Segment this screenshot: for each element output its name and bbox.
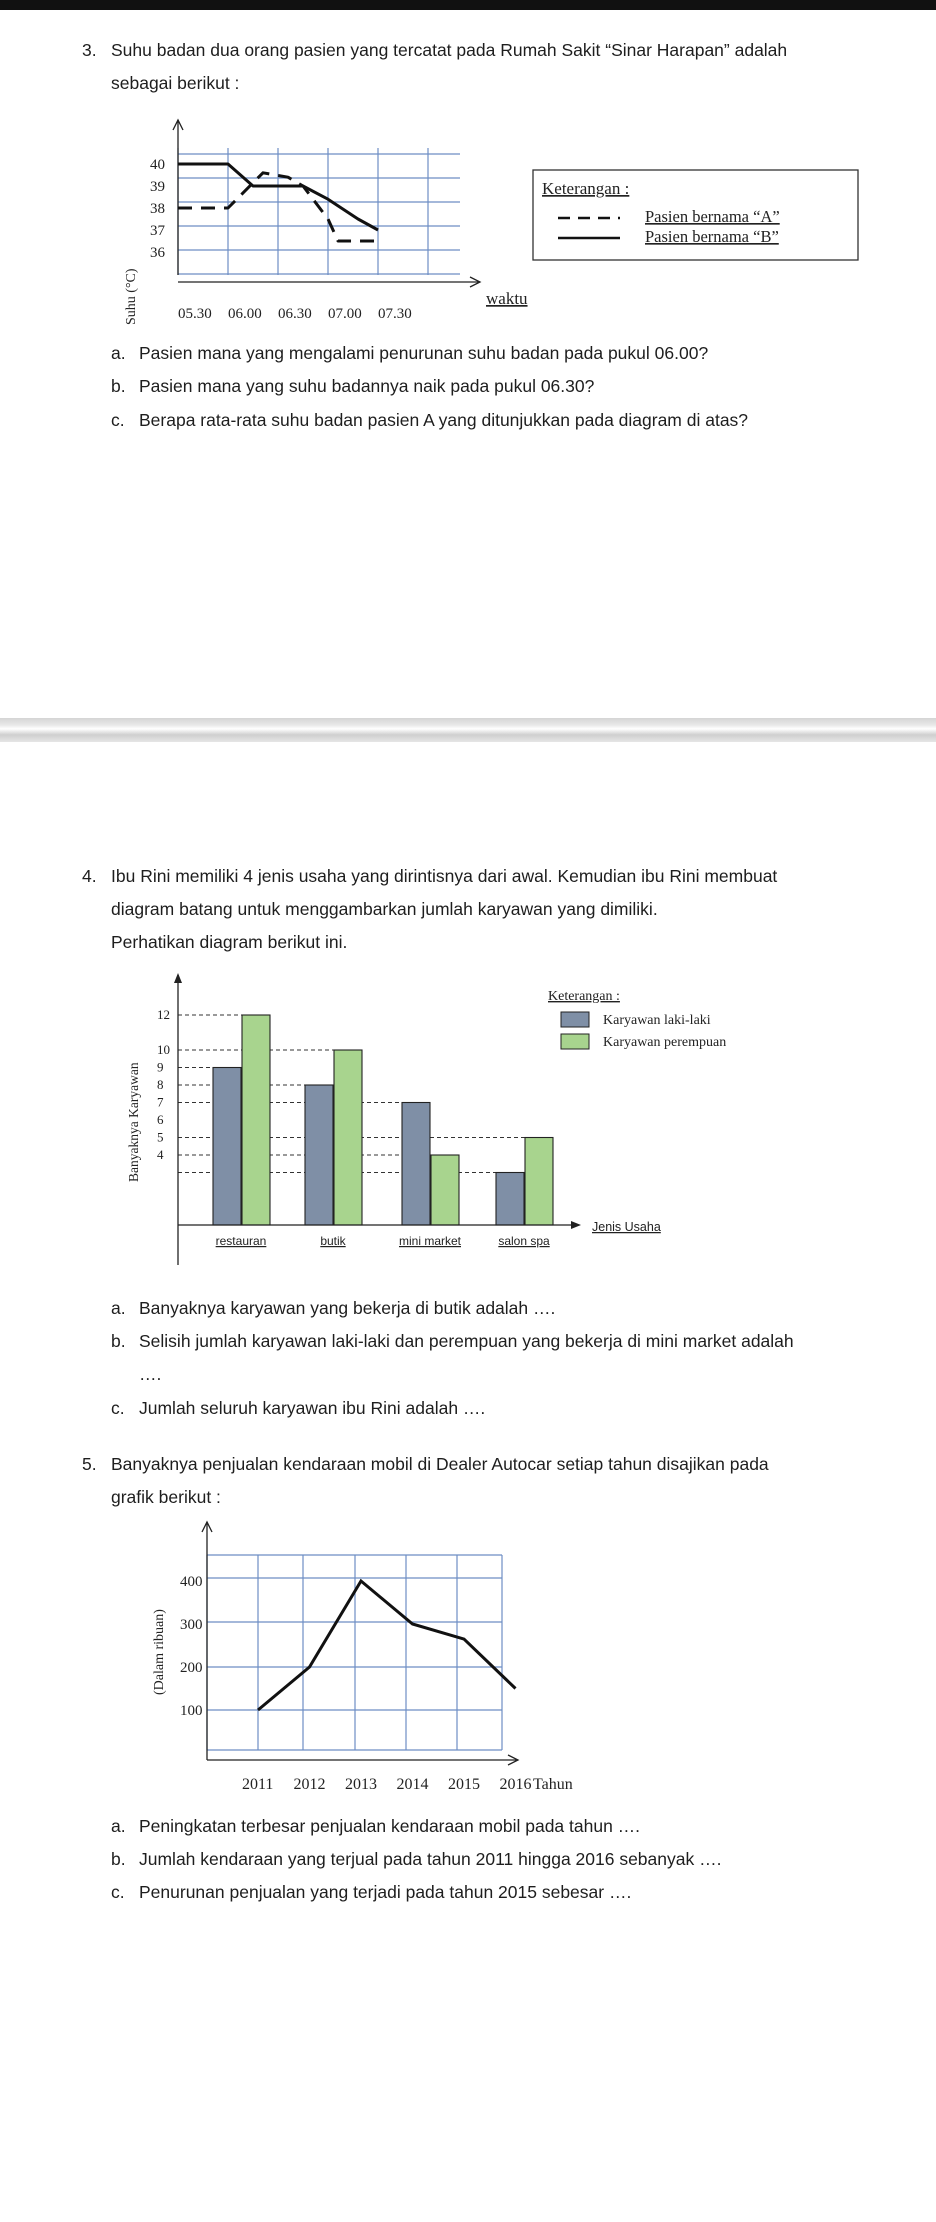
q4-bar-male [213,1068,241,1226]
q4-y-tick-label: 5 [157,1129,164,1145]
q4-y-tick-label: 6 [157,1112,164,1127]
q5-text-line2: grafik berikut : [111,1487,221,1507]
q4-y-tick-label: 9 [157,1059,164,1075]
q3-y-tick-label: 36 [150,245,165,261]
q5-x-tick-label: 2016 [499,1776,532,1793]
q4-legend-title: Keterangan : [548,989,620,1004]
q4-text-line1: Ibu Rini memiliki 4 jenis usaha yang dirintisnya dari awal. Kemudian ibu Rini membuat [111,866,778,886]
q3-y-tick-label: 39 [150,179,165,195]
q4-bar-male [305,1085,333,1225]
q3-x-tick-label: 06.00 [228,306,262,322]
q5-x-tick-label: 2012 [293,1776,326,1793]
q3-question [82,34,882,100]
q5-y-tick-label: 100 [180,1703,203,1719]
q4-legend [548,989,726,1050]
q5-number: 5. [82,1454,97,1474]
q3-text-line2: sebagai berikut : [111,73,240,93]
q4-y-axis-label: Banyaknya Karyawan [126,1062,141,1182]
q4-sub-b: b. Selisih jumlah karyawan laki-laki dan perempuan yang bekerja di mini market adalah [111,1331,794,1351]
q3-sub-c: c. Berapa rata-rata suhu badan pasien A yang ditunjukkan pada diagram di atas? [111,410,749,430]
q5-sub-c: c. Penurunan penjualan yang terjadi pada tahun 2015 sebesar …. [111,1882,632,1902]
q4-category-label: salon spa [498,1234,550,1248]
q3-legend-label-a: Pasien bernama “A” [645,207,780,226]
q4-bar-female [525,1138,553,1226]
top-dark-bar [0,0,936,10]
q4-text-line2: diagram batang untuk menggambarkan jumlah karyawan yang dimiliki. [111,899,658,919]
q3-x-tick-label: 05.30 [178,306,212,322]
q4-number: 4. [82,866,97,886]
q4-category-label: butik [320,1234,346,1248]
q4-sub-a: a. Banyaknya karyawan yang bekerja di butik adalah …. [111,1298,556,1318]
q4-chart [0,965,936,1265]
q4-text-line3: Perhatikan diagram berikut ini. [111,932,348,952]
q3-legend [533,170,858,260]
q4-sub-b-cont: …. [139,1364,162,1384]
q3-legend-label-b: Pasien bernama “B” [645,227,779,246]
q5-series [258,1581,516,1710]
q5-y-tick-label: 200 [180,1660,203,1676]
q3-text-line1: Suhu badan dua orang pasien yang tercatat pada Rumah Sakit “Sinar Harapan” adalah [111,40,788,60]
q5-y-tick-label: 300 [180,1617,203,1633]
q5-x-tick-label: 2011 [242,1776,274,1793]
q3-number: 3. [82,40,97,60]
q4-y-tick-label: 4 [157,1147,164,1162]
q4-y-tick-label: 10 [157,1042,170,1057]
q4-bar-female [431,1155,459,1225]
q4-y-tick-label: 8 [157,1077,164,1092]
q3-y-tick-label: 38 [150,201,165,217]
q3-x-tick-label: 06.30 [278,306,312,322]
q4-y-tick-label: 12 [157,1007,170,1022]
q4-y-tick-label: 7 [157,1094,164,1110]
q5-series-line [258,1581,516,1710]
q5-question [82,1448,902,1514]
q4-legend-label-female: Karyawan perempuan [603,1035,727,1050]
q5-x-axis-label: Tahun [533,1776,573,1793]
q3-grid [178,148,460,275]
q3-x-axis-label: waktu [486,289,528,308]
q5-sub-b: b. Jumlah kendaraan yang terjual pada tahun 2011 hingga 2016 sebanyak …. [111,1849,722,1869]
q4-bar-female [334,1050,362,1225]
q5-x-tick-label: 2014 [396,1776,429,1793]
q4-sub-c: c. Jumlah seluruh karyawan ibu Rini adalah …. [111,1398,486,1418]
q5-y-axis-label: (Dalam ribuan) [152,1609,167,1695]
q5-sub-a: a. Peningkatan terbesar penjualan kendaraan mobil pada tahun …. [111,1816,641,1836]
q3-sub-a: a. Pasien mana yang mengalami penurunan suhu badan pada pukul 06.00? [111,343,709,363]
q4-x-axis-label: Jenis Usaha [592,1220,661,1234]
q3-y-tick-label: 37 [150,223,165,239]
q4-bar-male [496,1173,524,1226]
q5-y-tick-label: 400 [180,1574,203,1590]
q5-x-tick-label: 2013 [345,1776,377,1793]
q5-x-tick-label: 2015 [448,1776,480,1793]
q5-chart [0,1510,936,1800]
q4-bar-female [242,1015,270,1225]
q4-legend-swatch-female [561,1034,589,1049]
q4-y-axis-arrow [174,973,182,983]
q4-legend-swatch-male [561,1012,589,1027]
q4-bars [213,1015,553,1225]
q4-category-label: restauran [215,1234,267,1248]
q5-grid [207,1555,502,1750]
q3-x-tick-label: 07.30 [378,306,412,322]
q3-sub-b: b. Pasien mana yang suhu badannya naik pada pukul 06.30? [111,376,595,396]
q4-category-label: mini market [398,1234,462,1248]
q4-legend-label-male: Karyawan laki-laki [603,1013,711,1028]
q3-y-axis-label: Suhu (°C) [124,268,139,325]
q4-question [82,860,902,959]
q4-bar-male [402,1103,430,1226]
q5-text-line1: Banyaknya penjualan kendaraan mobil di Dealer Autocar setiap tahun disajikan pada [111,1454,769,1474]
q3-axes [173,120,480,287]
q3-chart [0,110,936,340]
q3-x-tick-label: 07.00 [328,306,362,322]
q3-y-tick-label: 40 [150,157,165,173]
q3-legend-title: Keterangan : [542,179,630,198]
page-separator [0,718,936,742]
q4-x-axis-arrow [571,1221,581,1229]
